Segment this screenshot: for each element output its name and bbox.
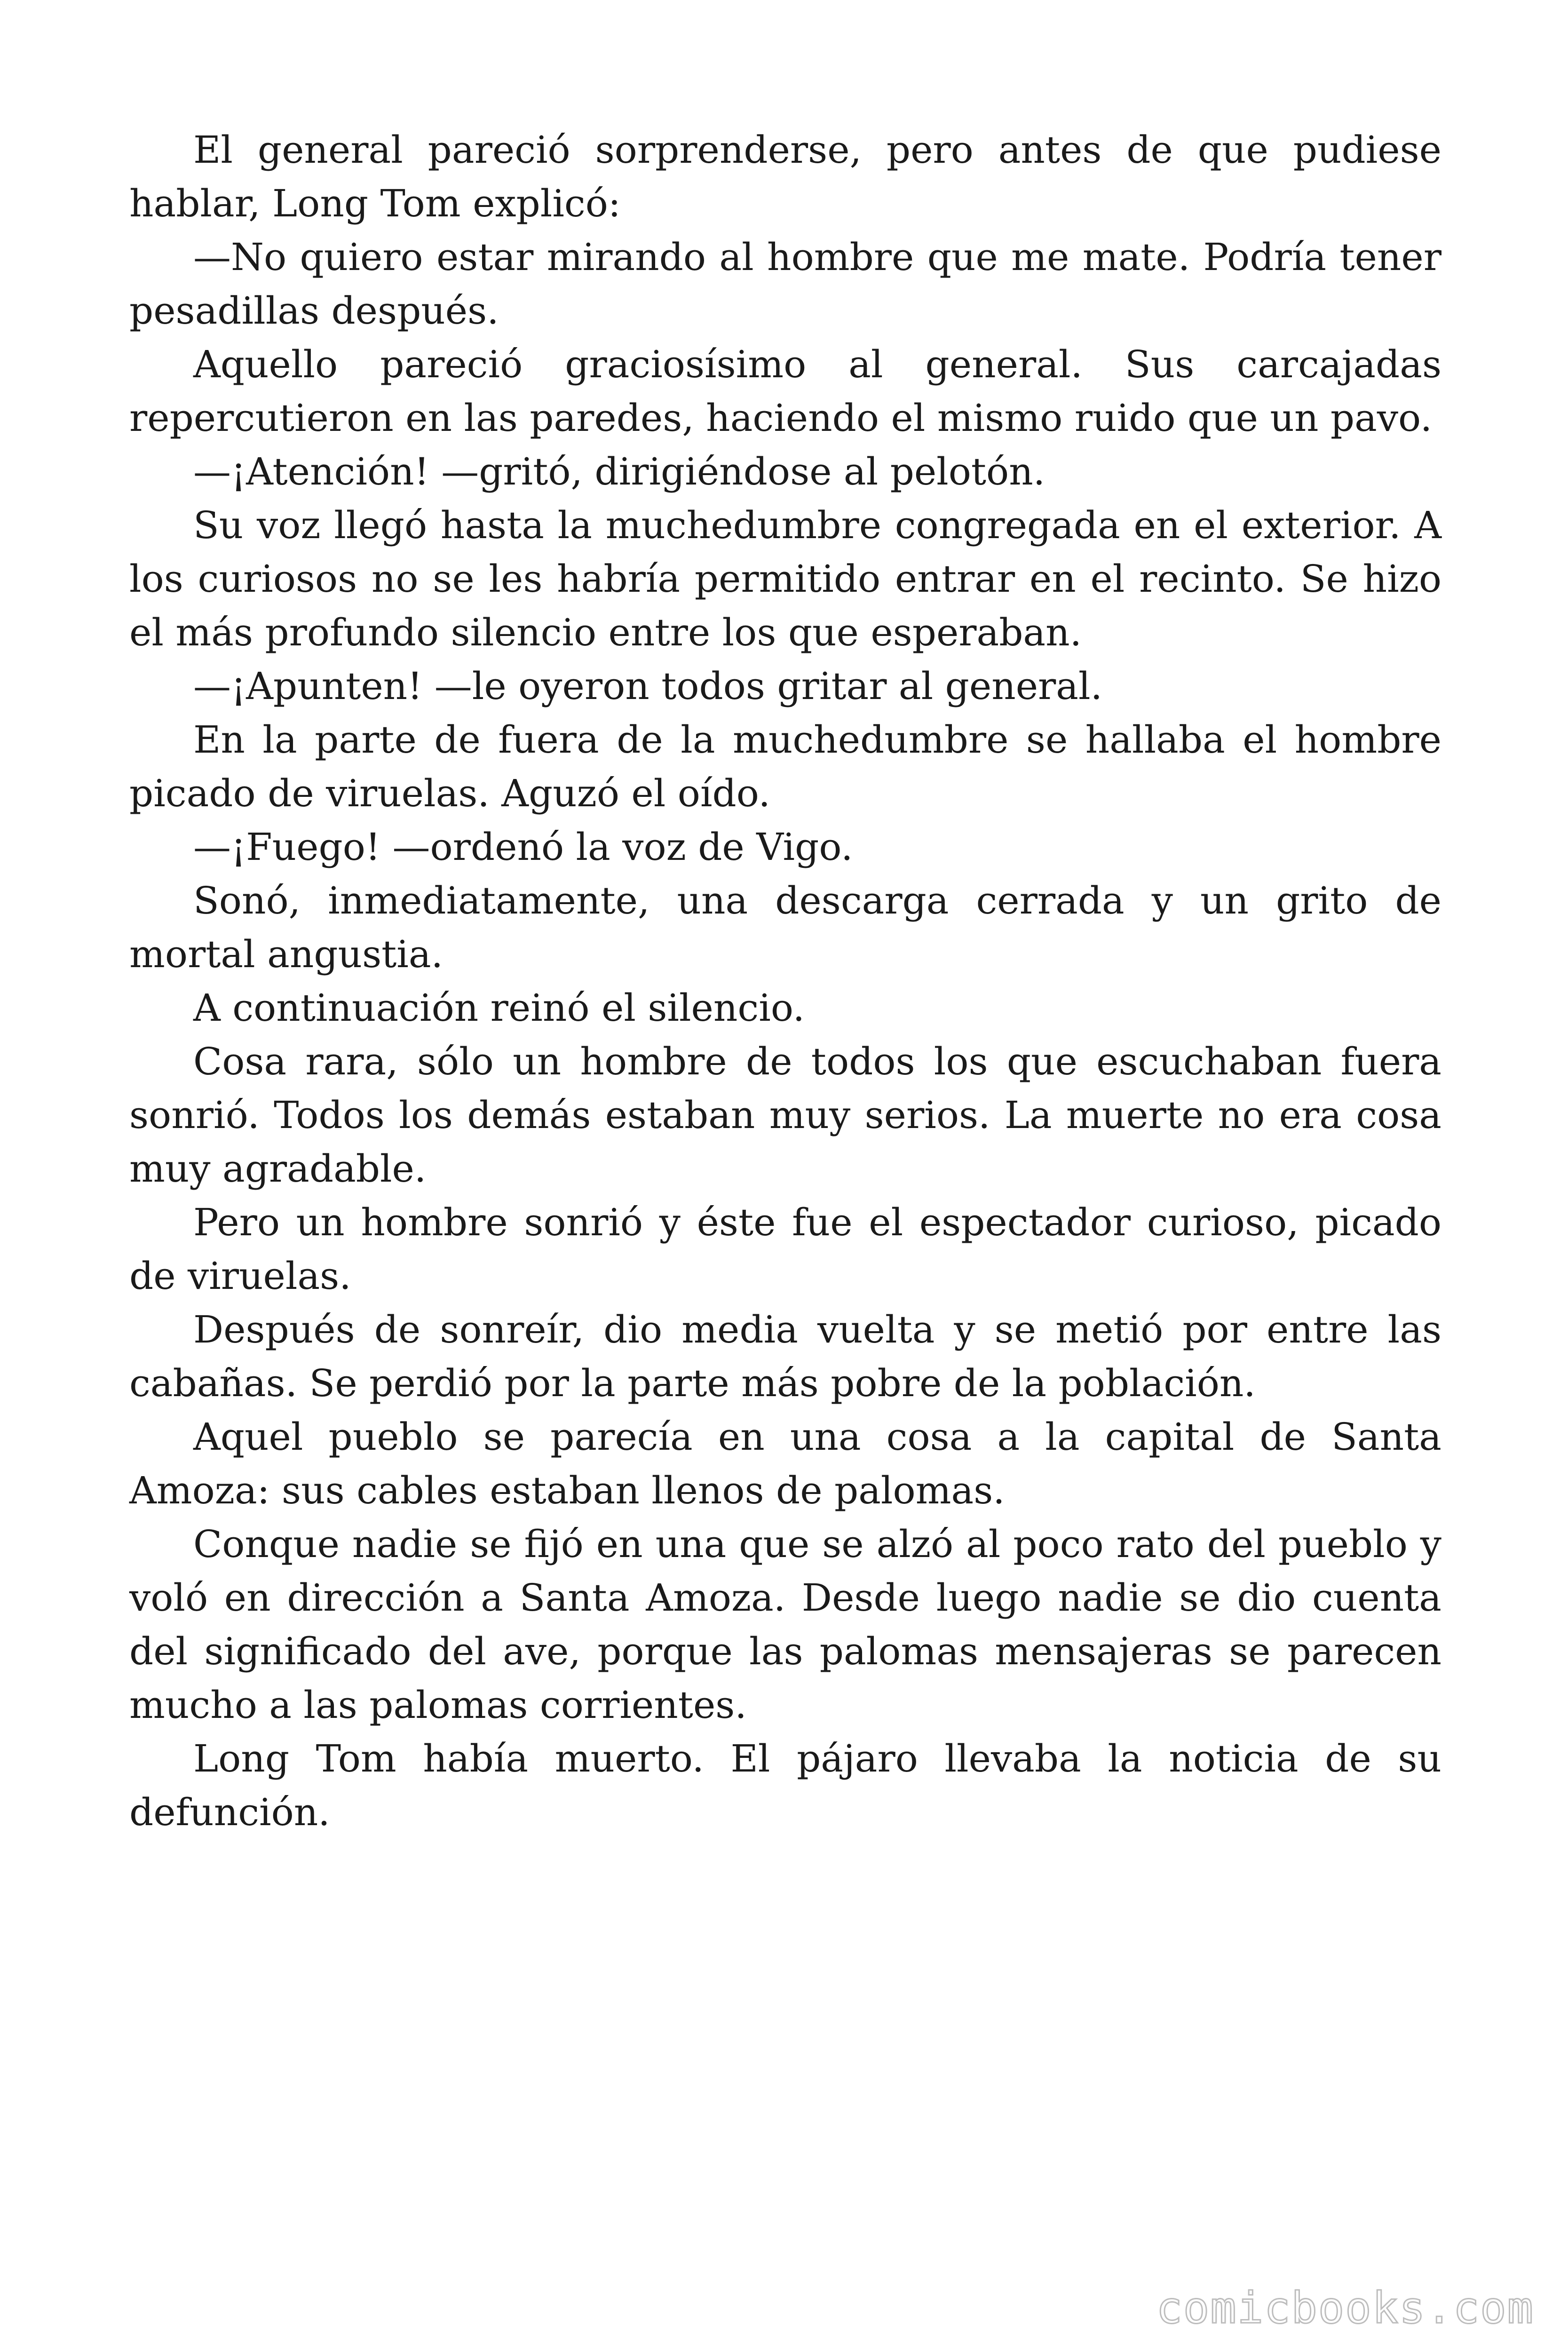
watermark: comicbooks.com xyxy=(1156,2283,1534,2333)
paragraph: El general pareció sorprenderse, pero antes de que pudiese hablar, Long Tom explicó: xyxy=(129,128,1441,225)
paragraph: Sonó, inmediatamente, una descarga cerrada y un grito de mortal angustia. xyxy=(129,879,1441,976)
paragraph: —¡Apunten! —le oyeron todos gritar al general. xyxy=(193,664,1103,708)
paragraph: Pero un hombre sonrió y éste fue el espectador curioso, picado de viruelas. xyxy=(129,1200,1441,1298)
paragraph: —¡Atención! —gritó, dirigiéndose al pelotón. xyxy=(193,450,1045,493)
paragraph: Aquel pueblo se parecía en una cosa a la capital de Santa Amoza: sus cables estaban llenos de palomas. xyxy=(129,1415,1441,1512)
paragraph: —¡Fuego! —ordenó la voz de Vigo. xyxy=(193,825,853,869)
paragraph: Conque nadie se fijó en una que se alzó al poco rato del pueblo y voló en dirección a Santa Amoza. Desde luego nadie se dio cuenta del significado del ave, porque las palomas mensajeras se parecen mucho a las palomas corrientes. xyxy=(129,1522,1441,1727)
paragraph: Después de sonreír, dio media vuelta y se metió por entre las cabañas. Se perdió por la parte más pobre de la población. xyxy=(129,1308,1441,1405)
paragraph: Su voz llegó hasta la muchedumbre congregada en el exterior. A los curiosos no se les habría permitido entrar en el recinto. Se hizo el más profundo silencio entre los que esperaban. xyxy=(129,503,1441,654)
body-text xyxy=(129,123,1441,1839)
paragraph: —No quiero estar mirando al hombre que me mate. Podría tener pesadillas después. xyxy=(129,235,1441,333)
paragraph: En la parte de fuera de la muchedumbre se hallaba el hombre picado de viruelas. Aguzó el oído. xyxy=(129,718,1441,815)
paragraph: Cosa rara, sólo un hombre de todos los que escuchaban fuera sonrió. Todos los demás estaban muy serios. La muerte no era cosa muy agradable. xyxy=(129,1040,1441,1191)
paragraph: Long Tom había muerto. El pájaro llevaba la noticia de su defunción. xyxy=(129,1737,1441,1834)
paragraph: Aquello pareció graciosísimo al general. Sus carcajadas repercutieron en las paredes, haciendo el mismo ruido que un pavo. xyxy=(129,342,1441,440)
paragraph: A continuación reinó el silencio. xyxy=(193,986,805,1030)
